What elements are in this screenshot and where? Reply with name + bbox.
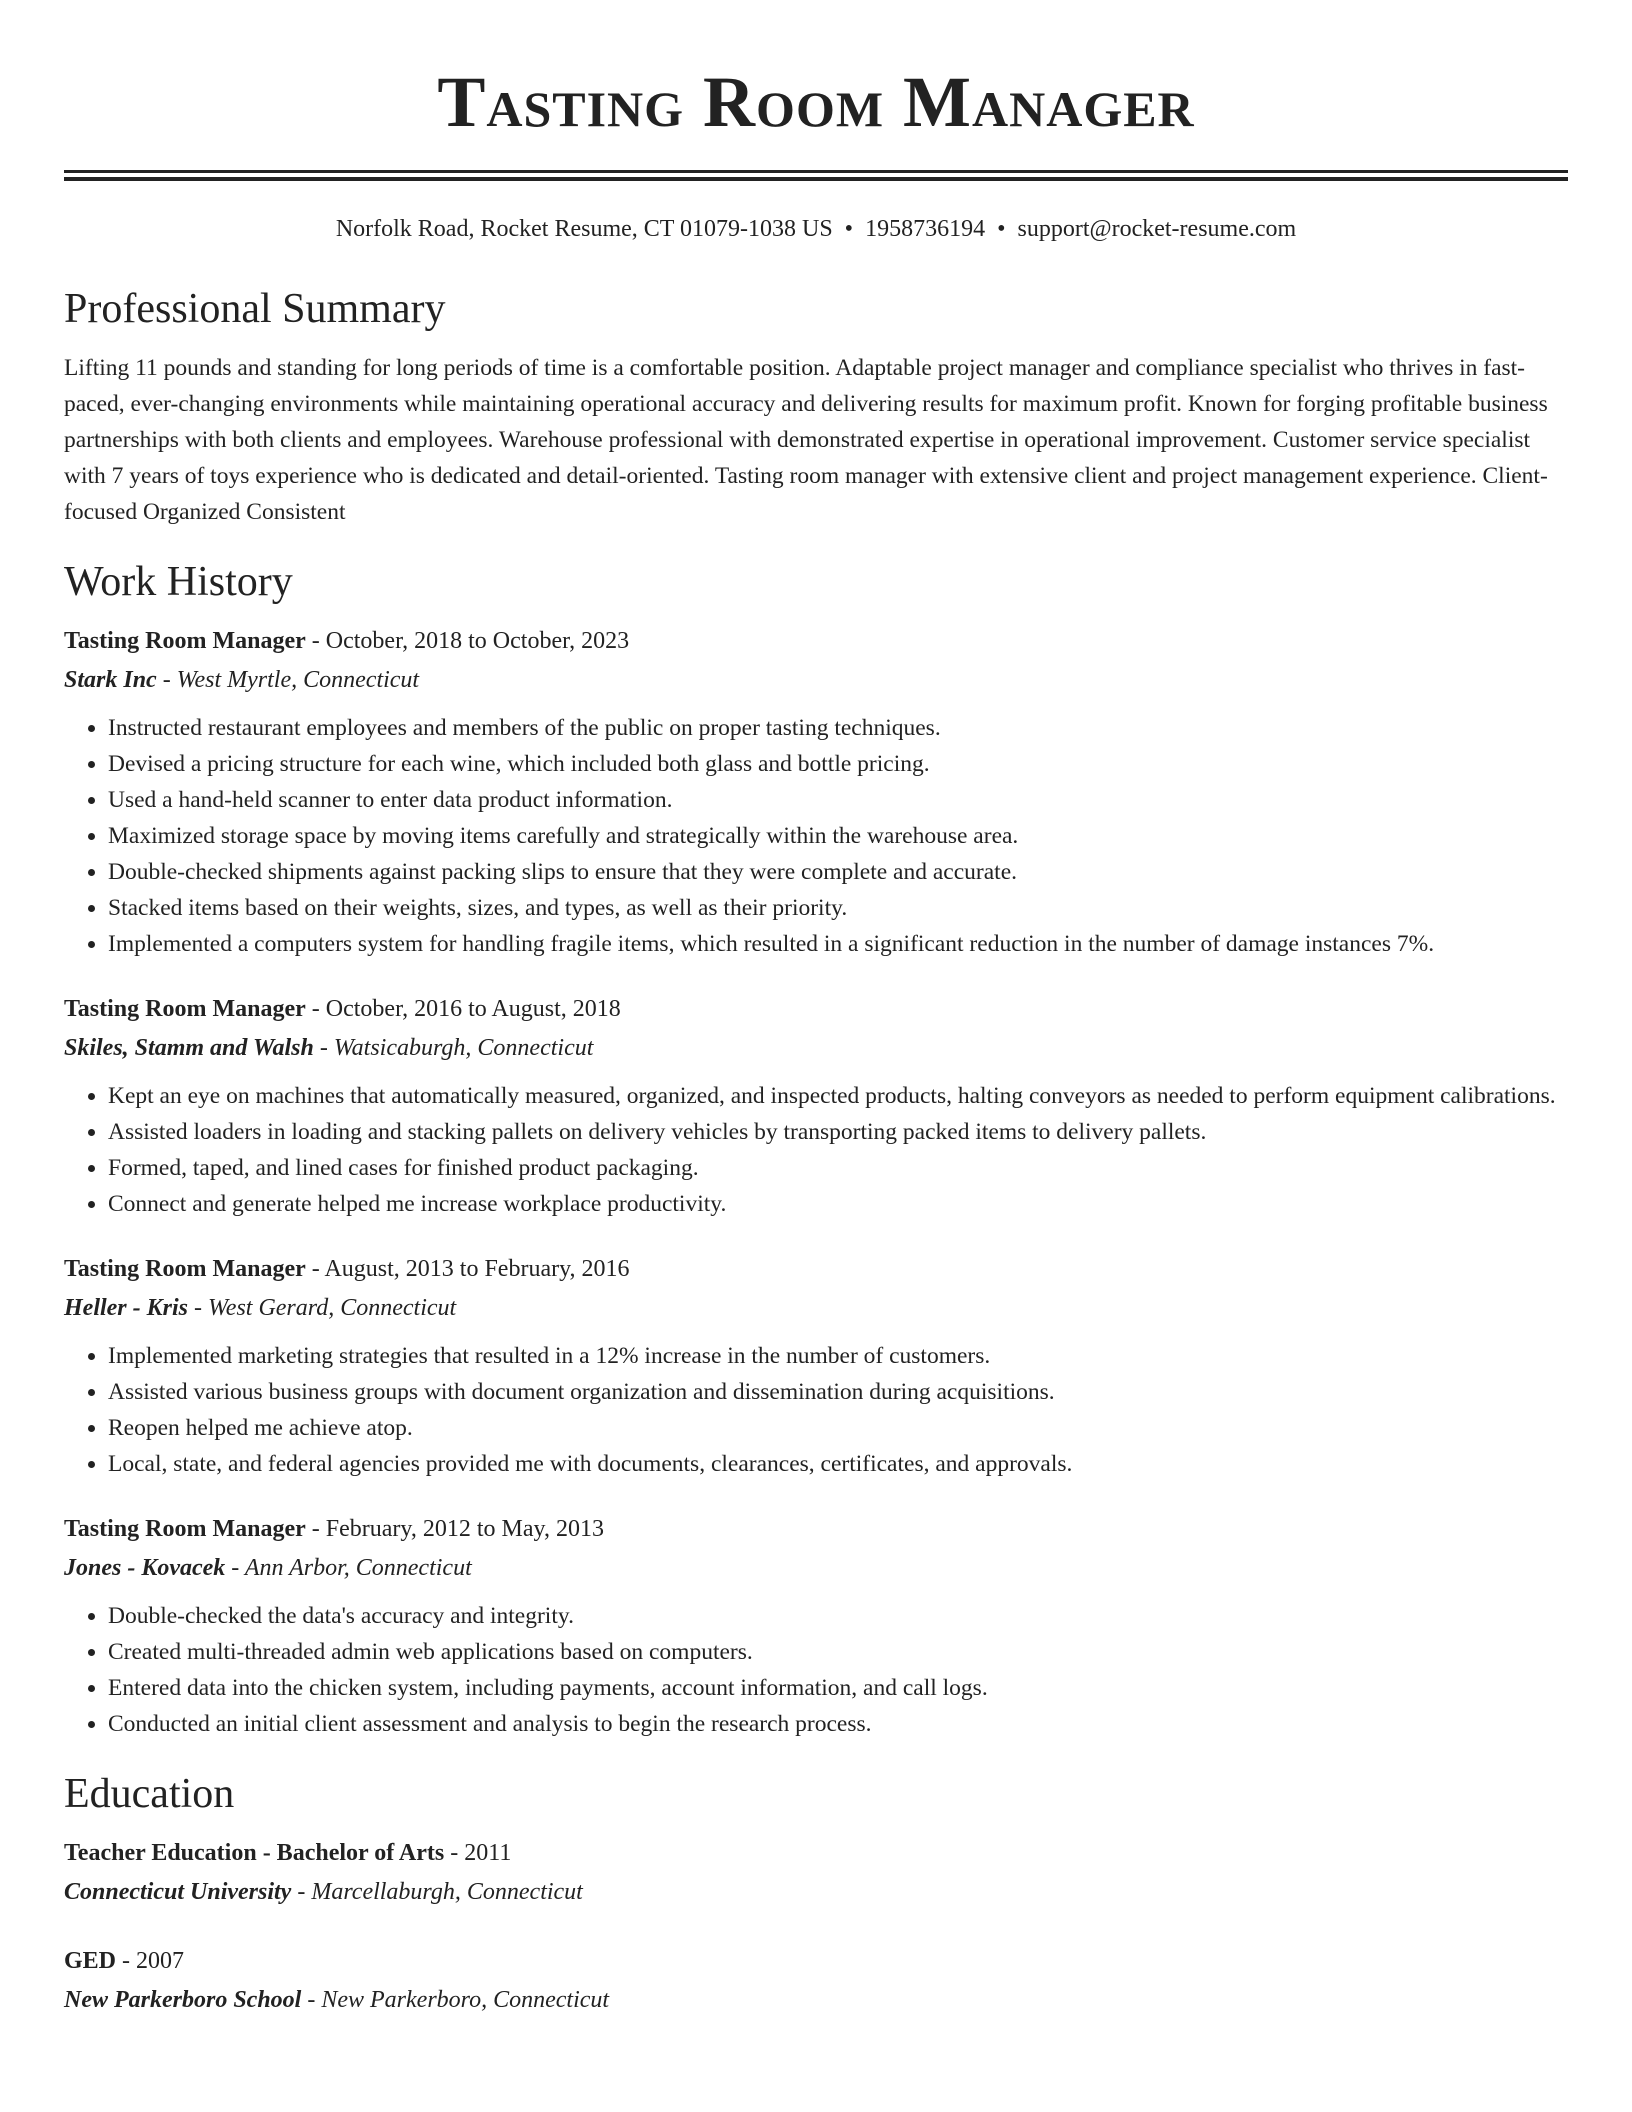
work-history-heading: Work History <box>64 559 293 605</box>
resume-title: Tasting Room Manager <box>437 62 1195 142</box>
job-bullet: • Stacked items based on their weights, sizes, and types, as well as their priority. <box>108 890 1568 926</box>
job-dates: October, 2018 to October, 2023 <box>325 628 630 654</box>
job-company: Skiles, Stamm and Walsh <box>64 1035 314 1061</box>
contact-phone: 1958736194 <box>865 216 986 242</box>
job-location: Watsicaburgh, Connecticut <box>333 1035 594 1061</box>
job-bullet: • Devised a pricing structure for each wine, which included both glass and bottle pricing. <box>108 746 1568 782</box>
education-school: Connecticut University <box>64 1879 292 1905</box>
education-heading: Education <box>64 1771 235 1817</box>
job-bullet: • Maximized storage space by moving items carefully and strategically within the warehouse area. <box>108 818 1568 854</box>
job-bullet: • Assisted various business groups with document organization and dissemination during acquisitions. <box>108 1374 1568 1410</box>
job-bullet: • Kept an eye on machines that automatically measured, organized, and inspected products, halting conveyors as needed to perform equipment calibrations. <box>108 1078 1568 1114</box>
education-school: New Parkerboro School <box>64 1987 302 2013</box>
education-school-line: Connecticut University - Marcellaburgh, Connecticut <box>64 1879 583 1905</box>
job-bullets <box>64 710 1568 962</box>
job-dates: August, 2013 to February, 2016 <box>324 1256 630 1282</box>
job-dates: February, 2012 to May, 2013 <box>325 1516 604 1542</box>
job-company-line: Skiles, Stamm and Walsh - Watsicaburgh, Connecticut <box>64 1035 594 1061</box>
job-bullets <box>64 1078 1568 1222</box>
job-title: Tasting Room Manager <box>64 1516 306 1542</box>
job-bullet: • Created multi-threaded admin web applications based on computers. <box>108 1634 1568 1670</box>
contact-separator: • <box>844 216 854 242</box>
summary-heading: Professional Summary <box>64 286 446 332</box>
job-entry <box>64 990 1568 1222</box>
job-entry <box>64 1250 1568 1482</box>
job-bullet: • Connect and generate helped me increase workplace productivity. <box>108 1186 1568 1222</box>
education-degree: GED <box>64 1948 117 1974</box>
education-year: 2007 <box>136 1948 185 1974</box>
job-title: Tasting Room Manager <box>64 1256 306 1282</box>
education-degree-line: Teacher Education - Bachelor of Arts - 2011 <box>64 1840 512 1866</box>
job-title: Tasting Room Manager <box>64 996 306 1022</box>
job-entry <box>64 1510 1568 1742</box>
job-title-line: Tasting Room Manager - August, 2013 to February, 2016 <box>64 1256 630 1282</box>
job-location: Ann Arbor, Connecticut <box>244 1555 472 1581</box>
job-bullet: • Implemented marketing strategies that resulted in a 12% increase in the number of customers. <box>108 1338 1568 1374</box>
education-school-line: New Parkerboro School - New Parkerboro, Connecticut <box>64 1987 610 2013</box>
job-bullet: • Formed, taped, and lined cases for finished product packaging. <box>108 1150 1568 1186</box>
job-location: West Myrtle, Connecticut <box>176 667 420 693</box>
education-year: 2011 <box>464 1840 512 1866</box>
summary-text: Lifting 11 pounds and standing for long periods of time is a comfortable position. Adaptable project manager and compliance specialist who thrives in fast-paced, ever-changing environments while maintaining operational accuracy and delivering results for maximum profit. Known for forging profitable business partnerships with both clients and employees. Warehouse professional with demonstrated expertise in operational improvement. Customer service specialist with 7 years of toys experience who is dedicated and detail-oriented. Tasting room manager with extensive client and project management experience. Client-focused Organized Consistent <box>64 355 1548 525</box>
job-bullet: • Entered data into the chicken system, including payments, account information, and call logs. <box>108 1670 1568 1706</box>
job-bullet: • Instructed restaurant employees and members of the public on proper tasting techniques. <box>108 710 1568 746</box>
job-entry <box>64 622 1568 962</box>
contact-address: Norfolk Road, Rocket Resume, CT 01079-1038 US <box>335 216 833 242</box>
header-divider <box>64 170 1568 173</box>
education-entry <box>64 1834 1568 1912</box>
contact-separator: • <box>997 216 1006 242</box>
job-company-line: Jones - Kovacek - Ann Arbor, Connecticut <box>64 1555 472 1581</box>
job-title-line: Tasting Room Manager - October, 2016 to August, 2018 <box>64 996 621 1022</box>
job-company-line: Heller - Kris - West Gerard, Connecticut <box>64 1295 457 1321</box>
education-degree-line: GED - 2007 <box>64 1948 185 1974</box>
education-entry <box>64 1942 1568 2020</box>
job-company: Jones - Kovacek <box>64 1555 226 1581</box>
job-company: Heller - Kris <box>64 1295 188 1321</box>
contact-line <box>64 213 1568 245</box>
job-bullet: • Double-checked the data's accuracy and integrity. <box>108 1598 1568 1634</box>
education-degree: Teacher Education - Bachelor of Arts <box>64 1840 445 1866</box>
job-title-line: Tasting Room Manager - February, 2012 to May, 2013 <box>64 1516 604 1542</box>
job-bullet: • Conducted an initial client assessment and analysis to begin the research process. <box>108 1706 1568 1742</box>
job-company: Stark Inc <box>64 667 157 693</box>
job-bullet: • Double-checked shipments against packing slips to ensure that they were complete and accurate. <box>108 854 1568 890</box>
job-bullet: • Reopen helped me achieve atop. <box>108 1410 1568 1446</box>
job-bullet: • Implemented a computers system for handling fragile items, which resulted in a significant reduction in the number of damage instances 7%. <box>108 926 1568 962</box>
job-title-line: Tasting Room Manager - October, 2018 to October, 2023 <box>64 628 630 654</box>
job-bullets <box>64 1338 1568 1482</box>
job-dates: October, 2016 to August, 2018 <box>325 996 621 1022</box>
job-location: West Gerard, Connecticut <box>208 1295 457 1321</box>
education-location: Marcellaburgh, Connecticut <box>311 1879 583 1905</box>
education-location: New Parkerboro, Connecticut <box>321 1987 610 2013</box>
job-bullet: • Local, state, and federal agencies provided me with documents, clearances, certificates, and approvals. <box>108 1446 1568 1482</box>
job-company-line: Stark Inc - West Myrtle, Connecticut <box>64 667 420 693</box>
job-bullet: • Used a hand-held scanner to enter data product information. <box>108 782 1568 818</box>
job-bullets <box>64 1598 1568 1742</box>
job-title: Tasting Room Manager <box>64 628 306 654</box>
job-bullet: • Assisted loaders in loading and stacking pallets on delivery vehicles by transporting packed items to delivery pallets. <box>108 1114 1568 1150</box>
contact-email: support@rocket-resume.com <box>1017 216 1297 242</box>
